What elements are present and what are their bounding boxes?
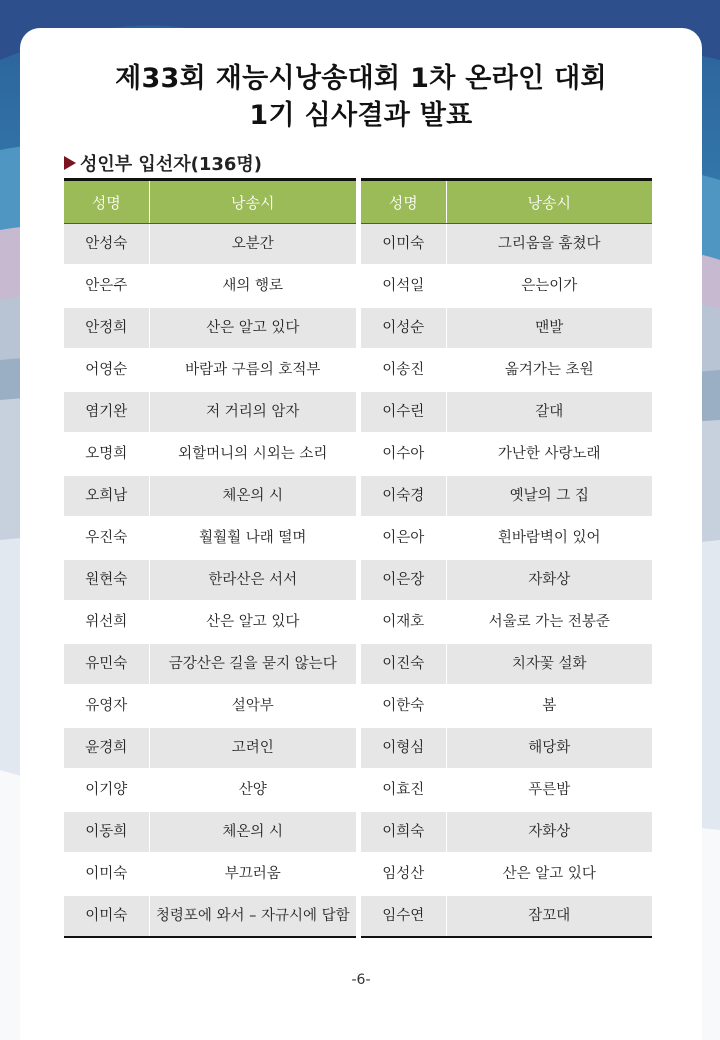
table-row <box>64 475 356 517</box>
table-row <box>361 895 652 937</box>
poem-title: 부끄러움 <box>149 853 356 895</box>
participant-name: 이재호 <box>361 601 446 643</box>
table-row <box>361 811 652 853</box>
poem-title: 흰바람벽이 있어 <box>446 517 652 559</box>
section-label: 성인부 입선자(136명) <box>80 154 263 175</box>
participant-name: 오명희 <box>64 433 149 475</box>
table-row <box>64 895 356 937</box>
table-row <box>361 559 652 601</box>
participant-name: 임수연 <box>361 895 446 937</box>
poem-title: 은는이가 <box>446 265 652 307</box>
poem-title: 한라산은 서서 <box>149 559 356 601</box>
poem-title: 저 거리의 암자 <box>149 391 356 433</box>
table-row <box>64 643 356 685</box>
participant-name: 이미숙 <box>361 224 446 266</box>
table-row <box>361 685 652 727</box>
table-row <box>64 307 356 349</box>
poem-title: 체온의 시 <box>149 811 356 853</box>
poem-title: 고려인 <box>149 727 356 769</box>
poem-title: 청령포에 와서 – 자규시에 답함 <box>149 895 356 937</box>
participant-name: 이희숙 <box>361 811 446 853</box>
page-title: 제33회 재능시낭송대회 1차 온라인 대회 <box>115 63 607 94</box>
participant-name: 이한숙 <box>361 685 446 727</box>
results-table-right <box>361 178 652 938</box>
poem-title: 바람과 구름의 호적부 <box>149 349 356 391</box>
participant-name: 염기완 <box>64 391 149 433</box>
poem-title: 산은 알고 있다 <box>446 853 652 895</box>
table-row <box>64 727 356 769</box>
table-row <box>361 517 652 559</box>
poem-title: 옛날의 그 집 <box>446 475 652 517</box>
table-row <box>64 769 356 811</box>
participant-name: 이은장 <box>361 559 446 601</box>
participant-name: 이형심 <box>361 727 446 769</box>
poem-title: 가난한 사랑노래 <box>446 433 652 475</box>
table-row <box>64 391 356 433</box>
participant-name: 임성산 <box>361 853 446 895</box>
participant-name: 이미숙 <box>64 895 149 937</box>
column-header-name: 성명 <box>64 180 149 224</box>
poem-title: 옮겨가는 초원 <box>446 349 652 391</box>
table-row <box>361 601 652 643</box>
poem-title: 맨발 <box>446 307 652 349</box>
participant-name: 위선희 <box>64 601 149 643</box>
participant-name: 유영자 <box>64 685 149 727</box>
participant-name: 이동희 <box>64 811 149 853</box>
poem-title: 외할머니의 시외는 소리 <box>149 433 356 475</box>
poem-title: 잠꼬대 <box>446 895 652 937</box>
participant-name: 유민숙 <box>64 643 149 685</box>
page-number: -6- <box>351 972 371 988</box>
participant-name: 이은아 <box>361 517 446 559</box>
table-row <box>361 307 652 349</box>
table-row <box>361 391 652 433</box>
column-header-name: 성명 <box>361 180 446 224</box>
participant-name: 오희남 <box>64 475 149 517</box>
participant-name: 이미숙 <box>64 853 149 895</box>
table-row <box>361 349 652 391</box>
participant-name: 이효진 <box>361 769 446 811</box>
table-row <box>361 265 652 307</box>
poem-title: 설악부 <box>149 685 356 727</box>
participant-name: 이송진 <box>361 349 446 391</box>
triangle-bullet-icon <box>64 156 76 170</box>
table-row <box>64 685 356 727</box>
table-row <box>64 517 356 559</box>
participant-name: 이기양 <box>64 769 149 811</box>
table-header-row <box>361 180 652 224</box>
participant-name: 안정희 <box>64 307 149 349</box>
participant-name: 원현숙 <box>64 559 149 601</box>
poem-title: 체온의 시 <box>149 475 356 517</box>
poem-title: 자화상 <box>446 559 652 601</box>
poem-title: 산은 알고 있다 <box>149 601 356 643</box>
poem-title: 갈대 <box>446 391 652 433</box>
poem-title: 치자꽃 설화 <box>446 643 652 685</box>
poem-title: 새의 행로 <box>149 265 356 307</box>
participant-name: 어영순 <box>64 349 149 391</box>
table-row <box>64 224 356 266</box>
poem-title: 봄 <box>446 685 652 727</box>
participant-name: 이수아 <box>361 433 446 475</box>
table-row <box>361 643 652 685</box>
poem-title: 자화상 <box>446 811 652 853</box>
table-row <box>64 433 356 475</box>
participant-name: 윤경희 <box>64 727 149 769</box>
section-heading <box>64 150 262 176</box>
poem-title: 금강산은 길을 묻지 않는다 <box>149 643 356 685</box>
participant-name: 이성순 <box>361 307 446 349</box>
table-row <box>361 853 652 895</box>
participant-name: 이석일 <box>361 265 446 307</box>
poem-title: 해당화 <box>446 727 652 769</box>
table-row <box>64 811 356 853</box>
column-header-poem: 낭송시 <box>446 180 652 224</box>
table-row <box>64 853 356 895</box>
poem-title: 푸른밤 <box>446 769 652 811</box>
table-row <box>361 727 652 769</box>
poem-title: 서울로 가는 전봉준 <box>446 601 652 643</box>
table-row <box>64 559 356 601</box>
participant-name: 이수린 <box>361 391 446 433</box>
results-table-left <box>64 178 356 938</box>
participant-name: 이숙경 <box>361 475 446 517</box>
table-row <box>64 265 356 307</box>
participant-name: 안은주 <box>64 265 149 307</box>
participant-name: 우진숙 <box>64 517 149 559</box>
table-row <box>64 349 356 391</box>
participant-name: 안성숙 <box>64 224 149 266</box>
table-row <box>361 433 652 475</box>
participant-name: 이진숙 <box>361 643 446 685</box>
table-row <box>361 475 652 517</box>
page-subtitle: 1기 심사결과 발표 <box>249 100 473 131</box>
poem-title: 산은 알고 있다 <box>149 307 356 349</box>
table-row <box>64 601 356 643</box>
table-row <box>361 224 652 266</box>
table-row <box>361 769 652 811</box>
poem-title: 훨훨훨 나래 떨며 <box>149 517 356 559</box>
table-header-row <box>64 180 356 224</box>
poem-title: 그리움을 훔쳤다 <box>446 224 652 266</box>
poem-title: 산양 <box>149 769 356 811</box>
column-header-poem: 낭송시 <box>149 180 356 224</box>
poem-title: 오분간 <box>149 224 356 266</box>
